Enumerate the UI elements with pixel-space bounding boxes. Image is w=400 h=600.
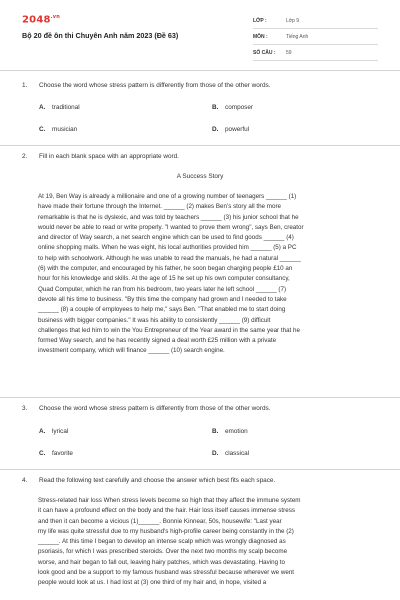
header-divider: [0, 70, 400, 71]
question-1-option-b[interactable]: [212, 104, 253, 111]
question-1-option-d[interactable]: [212, 126, 249, 133]
question-1-option-c[interactable]: [39, 126, 77, 133]
passage-line: my life was quite stressful due to my husband's high-profile career being constantly in the (2): [38, 527, 294, 535]
meta-value: 59: [286, 49, 292, 56]
option-text: lyrical: [52, 428, 69, 435]
question-text: Read the following text carefully and choose the answer which best fits each space.: [39, 477, 276, 484]
meta-value: Lớp 9: [286, 17, 300, 24]
question-3-option-c[interactable]: [39, 450, 73, 457]
option-letter: A.: [39, 428, 46, 435]
passage-line: investment company, which will finance ______ (10) search engine.: [38, 347, 225, 355]
story-title: A Success Story: [176, 173, 224, 180]
passage-line: ______. At this time I began to develop an intense scalp which was wrongly diagnosed as: [38, 538, 286, 546]
passage-line: have made their fortune through the Internet. ______ (2) makes Ben's story all the more: [38, 203, 281, 211]
passage-line: formed Way search, and he has recently signed a deal worth £25 million with a private: [38, 337, 277, 345]
question-2-passage: [38, 192, 378, 357]
question-1-option-a[interactable]: [39, 104, 80, 111]
question-1-stem: [22, 82, 270, 89]
meta-row-count: [253, 45, 378, 61]
question-3-option-a[interactable]: [39, 428, 68, 435]
option-text: powerful: [225, 126, 250, 133]
option-letter: C.: [39, 450, 46, 457]
question-divider: [0, 145, 400, 146]
logo-main: 2048: [22, 14, 51, 26]
option-text: traditional: [52, 104, 80, 111]
meta-label: SỐ CÂU :: [253, 49, 276, 56]
passage-line: Quad Computer, which he ran from his bedroom, two years later he left school ______ (7): [38, 285, 287, 293]
option-text: composer: [225, 104, 254, 111]
passage-line: hour for his knowledge and skills. At the age of 15 he set up his own computer consultancy,: [38, 275, 290, 283]
question-3-option-d[interactable]: [212, 450, 249, 457]
question-number: 1.: [22, 82, 28, 89]
passage-line: ______ (8) a couple of employees to help me," says Ben. "That enabled me to start doing: [38, 306, 286, 314]
question-4-passage: [38, 496, 378, 589]
passage-line: At 19, Ben Way is already a millionaire and one of a growing number of teenagers ______ (1): [38, 193, 297, 200]
question-number: 2.: [22, 153, 28, 160]
meta-label: LỚP :: [253, 17, 267, 24]
passage-line: people would look at us. I had lost at (3) one third of my hair and, in hope, visited a: [38, 579, 267, 587]
passage-line: (6) with the computer, and encouraged by his father, he soon began charging people £10 an: [38, 265, 293, 273]
page-header: [0, 0, 400, 70]
meta-row-subject: [253, 29, 378, 45]
question-divider: [0, 397, 400, 398]
passage-line: remarkable is that he is dyslexic, and was told by teachers ______ (3) his junior school that he: [38, 213, 299, 221]
option-text: musician: [52, 126, 78, 133]
option-letter: B.: [212, 104, 219, 111]
passage-line: look good and be a support to my famous husband was stressful because wherever we went: [38, 569, 295, 577]
question-divider: [0, 469, 400, 470]
meta-row-class: [253, 13, 378, 29]
passage-line: and then it can become a vicious (1)______. Bonnie Kinnear, 50s, housewife: "Last year: [38, 517, 282, 525]
meta-label: MÔN :: [253, 33, 268, 40]
option-letter: A.: [39, 104, 46, 111]
passage-line: devote all his time to business. "By this time the company had grown and I needed to take: [38, 295, 287, 303]
option-text: emotion: [225, 428, 248, 435]
question-text: Choose the word whose stress pattern is differently from those of the other words.: [39, 82, 271, 89]
question-3-stem: [22, 405, 270, 412]
passage-line: would never be able to read or write properly. "I wanted to prove them wrong", says Ben, creator: [38, 223, 304, 231]
option-letter: B.: [212, 428, 219, 435]
option-letter: C.: [39, 126, 46, 133]
question-number: 3.: [22, 405, 28, 412]
question-number: 4.: [22, 477, 28, 484]
question-3-option-b[interactable]: [212, 428, 248, 435]
option-text: classical: [225, 450, 250, 457]
passage-line: worse, and hair began to fall out, leaving hairy patches, which was devastating. Having to: [38, 558, 286, 566]
option-text: favorite: [52, 450, 73, 457]
question-text: Fill in each blank space with an appropriate word.: [39, 153, 179, 160]
option-letter: D.: [212, 126, 219, 133]
meta-table: [253, 13, 378, 61]
logo-tld: .vn: [50, 14, 60, 20]
passage-line: challenges that led him to win the You Entrepreneur of the Year award in the same year that he: [38, 326, 300, 334]
passage-line: online shopping malls. When he was eight, his local authorities provided him ______ (5) a PC: [38, 244, 297, 252]
question-2-stem: [22, 153, 179, 160]
passage-line: business with bigger companies." It was his ability to consistently ______ (9) difficult: [38, 316, 271, 324]
site-logo[interactable]: [22, 14, 60, 25]
passage-line: and director of Way search, a net search engine which can be used to find goods ______ (4): [38, 234, 294, 242]
question-text: Choose the word whose stress pattern is differently from those of the other words.: [39, 405, 271, 412]
passage-line: it can have a profound effect on the body and the hair. Hair loss itself causes immense stress: [38, 507, 295, 515]
meta-value: Tiếng Anh: [286, 33, 309, 40]
passage-line: Stress-related hair loss When stress levels become so high that they affect the immune system: [38, 497, 301, 504]
passage-line: to help with schoolwork. Although he was unable to read the manuals, he had a natural ______: [38, 254, 301, 262]
question-4-stem: [22, 477, 275, 484]
passage-line: psoriasis, for which I was prescribed steroids. Over the next two months my scalp become: [38, 548, 288, 556]
option-letter: D.: [212, 450, 219, 457]
document-title: Bộ 20 đề ôn thi Chuyên Anh năm 2023 (Đề 63): [22, 31, 179, 40]
